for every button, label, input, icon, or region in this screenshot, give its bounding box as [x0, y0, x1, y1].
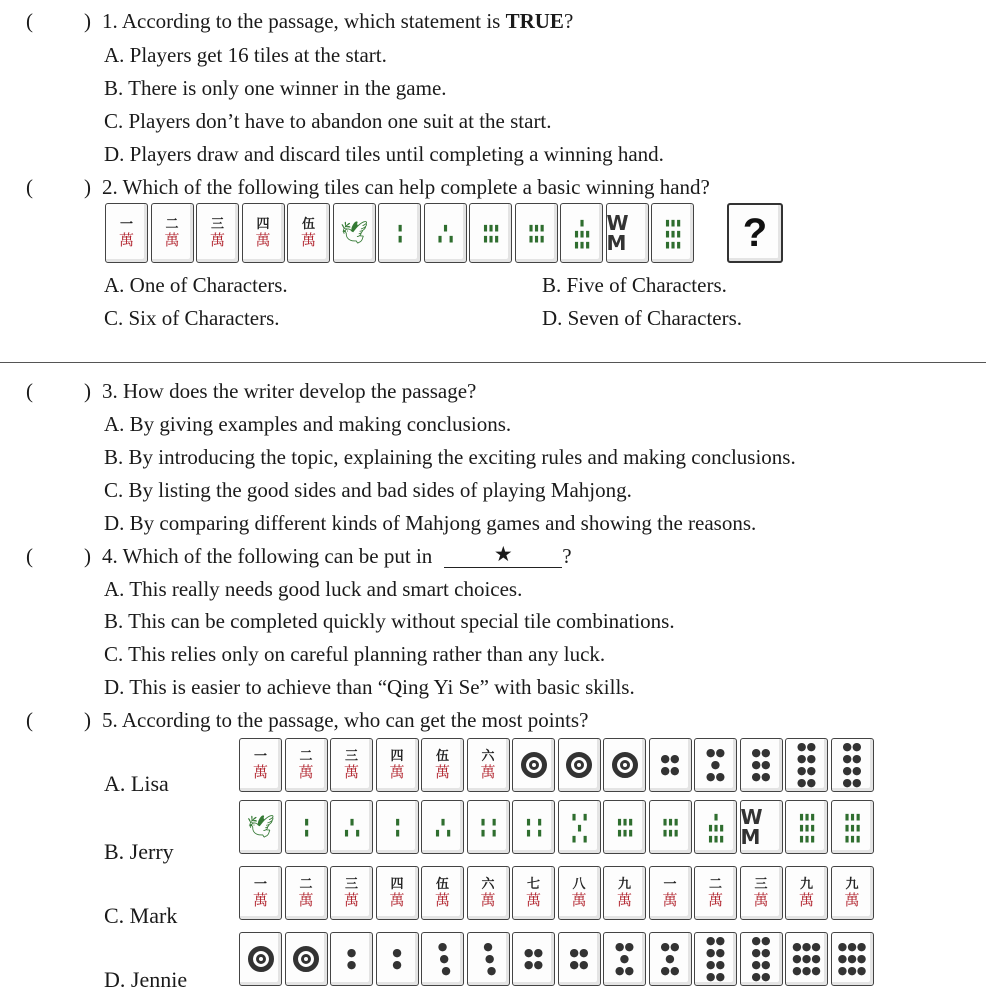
mahjong-tile — [285, 738, 328, 792]
mahjong-tile — [558, 866, 601, 920]
mahjong-tile — [285, 866, 328, 920]
mahjong-tile — [740, 800, 783, 854]
tile-wan-glyph: 萬 — [164, 231, 180, 249]
mahjong-tile — [330, 866, 373, 920]
tile-number-glyph: 二 — [299, 877, 313, 892]
mahjong-tile — [831, 866, 874, 920]
mahjong-tile — [242, 203, 285, 263]
q4-option-a[interactable]: A. This really needs good luck and smart choices. — [104, 577, 523, 601]
question-4-stem: 4. Which of the following can be put in ★ ? — [102, 542, 572, 568]
tile-number-glyph: 伍 — [301, 217, 315, 232]
tile-wan-glyph: 萬 — [118, 231, 134, 249]
dot-pattern-icon: ●● ●● ●● ●● — [796, 740, 817, 789]
tile-number-glyph: 四 — [390, 749, 404, 764]
bamboo-sticks-icon: ▮ ▮ ▮ — [343, 815, 360, 839]
bamboo-sticks-icon: ▮▮▮ ▮▮▮ ▮▮▮ — [798, 809, 815, 845]
bamboo-sticks-icon: ▮ ▮ ▮ — [434, 815, 451, 839]
answer-paren-open-q1: ( — [26, 9, 33, 33]
mahjong-tile — [467, 932, 510, 986]
answer-blank[interactable]: ★ — [444, 541, 562, 568]
mahjong-tile — [512, 800, 555, 854]
mahjong-tile — [694, 866, 737, 920]
tile-wan-glyph: 萬 — [480, 763, 496, 781]
tile-number-glyph: 三 — [344, 877, 358, 892]
mahjong-tile — [376, 932, 419, 986]
bamboo-sticks-icon: ▮▮▮ ▮▮▮ — [527, 221, 545, 245]
tile-number-glyph: 二 — [165, 217, 179, 232]
q1-option-c[interactable]: C. Players don’t have to abandon one suit at the start. — [104, 109, 552, 133]
tile-number-glyph: 三 — [344, 749, 358, 764]
bird-icon: 🕊 — [340, 220, 368, 246]
dot-pattern-icon: ● ● ● — [483, 940, 497, 977]
q1-option-a[interactable]: A. Players get 16 tiles at the start. — [104, 43, 387, 67]
mahjong-tile — [694, 800, 737, 854]
mahjong-tile — [694, 738, 737, 792]
mahjong-tile — [421, 800, 464, 854]
bamboo-sticks-icon: ▮ ▮ — [396, 221, 403, 245]
bamboo-sticks-icon: ▮ ▮ — [394, 815, 400, 839]
tile-wan-glyph: 萬 — [707, 891, 723, 909]
bamboo-sticks-icon: ▮ ▮ ▮ ▮ ▮ — [570, 809, 588, 845]
mahjong-tile — [649, 738, 692, 792]
mahjong-tile — [785, 932, 828, 986]
question-3-stem: 3. How does the writer develop the passage? — [102, 379, 477, 403]
dot-pattern-icon: ● ● — [346, 946, 357, 971]
bamboo-sticks-icon: ▮▮▮ ▮▮▮ — [482, 221, 499, 245]
tile-number-glyph: 一 — [253, 877, 267, 892]
mahjong-tile — [239, 738, 282, 792]
tile-wan-glyph: 萬 — [209, 231, 225, 249]
tile-number-glyph: 六 — [481, 877, 495, 892]
mahjong-tile — [831, 800, 874, 854]
answer-paren-close-q1: ) — [84, 9, 91, 33]
mahjong-tile — [694, 932, 737, 986]
tile-number-glyph: 四 — [390, 877, 404, 892]
question-mark-icon: ? — [742, 210, 768, 255]
answer-paren-close-q3: ) — [84, 379, 91, 403]
mahjong-tile — [512, 866, 555, 920]
tile-wan-glyph: 萬 — [798, 891, 814, 909]
mahjong-tile — [287, 203, 330, 263]
mystery-tile — [727, 203, 783, 263]
tile-wan-glyph: 萬 — [252, 763, 268, 781]
mahjong-tile — [831, 738, 874, 792]
dot-pattern-icon: ●● ● ●● — [614, 940, 635, 977]
mahjong-tile — [558, 932, 601, 986]
mahjong-tile — [105, 203, 148, 263]
answer-paren-open-q5: ( — [26, 708, 33, 732]
mahjong-tile — [740, 738, 783, 792]
bamboo-sticks-icon: ▮▮▮ ▮▮▮ — [661, 815, 679, 839]
mahjong-tile — [606, 203, 649, 263]
dot-pattern-icon: ●● ●● — [660, 752, 680, 777]
one-circle-icon — [521, 752, 547, 778]
tile-wan-glyph: 萬 — [525, 891, 541, 909]
mahjong-tile — [285, 800, 328, 854]
one-circle-icon — [293, 946, 319, 972]
bamboo-sticks-icon: ▮ ▮ ▮ ▮ — [525, 815, 542, 839]
mahjong-tile — [333, 203, 376, 263]
tile-wan-glyph: 萬 — [389, 763, 405, 781]
mahjong-tile — [330, 932, 373, 986]
dot-pattern-icon: ● ● ● — [437, 940, 451, 977]
bamboo-sticks-icon: ▮▮▮ ▮▮▮ ▮▮▮ — [664, 215, 681, 251]
q5-option-d[interactable]: D. Jennie — [104, 967, 188, 992]
answer-paren-open-q4: ( — [26, 544, 33, 568]
tile-number-glyph: 八 — [572, 877, 586, 892]
mahjong-tile — [603, 800, 646, 854]
tile-wan-glyph: 萬 — [298, 763, 314, 781]
mahjong-tile — [239, 866, 282, 920]
bird-icon: 🕊 — [246, 814, 275, 840]
section-divider — [0, 362, 986, 363]
mahjong-tile — [560, 203, 603, 263]
q4-option-b[interactable]: B. This can be completed quickly without special tile combinations. — [104, 609, 675, 633]
tile-number-glyph: 二 — [299, 749, 313, 764]
bamboo-sticks-icon: ▮ ▮ ▮ — [436, 221, 454, 245]
bamboo-sticks-icon: ▮ ▮ ▮ ▮ — [479, 815, 497, 839]
tile-wan-glyph: 萬 — [434, 891, 450, 909]
dot-pattern-icon: ●● ●● — [523, 946, 544, 971]
tile-number-glyph: 三 — [210, 217, 224, 232]
mahjong-tile — [740, 932, 783, 986]
one-circle-icon — [566, 752, 592, 778]
dot-pattern-icon: ●● ●● ●● ●● — [705, 934, 726, 983]
mahjong-tile — [785, 738, 828, 792]
tile-number-glyph: 伍 — [435, 877, 449, 892]
mahjong-tile — [285, 932, 328, 986]
tile-wan-glyph: 萬 — [389, 891, 405, 909]
dot-pattern-icon: ●● ● ●● — [705, 746, 726, 783]
mahjong-tile — [649, 800, 692, 854]
question-2-stem: 2. Which of the following tiles can help complete a basic winning hand? — [102, 175, 710, 199]
bamboo-sticks-icon: ▮▮▮ ▮▮▮ — [616, 815, 633, 839]
q4-option-c[interactable]: C. This relies only on careful planning rather than any luck. — [104, 642, 606, 666]
tile-number-glyph: 一 — [253, 749, 267, 764]
mahjong-tile — [603, 738, 646, 792]
dot-pattern-icon: ●● ●● — [569, 946, 589, 971]
wind-glyph-icon: W M — [740, 805, 763, 849]
q2-option-a[interactable]: A. One of Characters. — [104, 273, 288, 297]
mahjong-tile — [649, 932, 692, 986]
mahjong-tile — [151, 203, 194, 263]
tile-wan-glyph: 萬 — [571, 891, 587, 909]
tile-number-glyph: 三 — [754, 877, 768, 892]
dot-pattern-icon: ● ● — [392, 946, 402, 971]
answer-paren-open-q2: ( — [26, 175, 33, 199]
q3-option-a[interactable]: A. By giving examples and making conclusions. — [104, 412, 512, 436]
mahjong-tile — [558, 738, 601, 792]
mahjong-tile — [512, 932, 555, 986]
dot-pattern-icon: ●● ●● ●● ●● — [842, 740, 862, 789]
wind-glyph-icon: W M — [606, 211, 629, 255]
q5-option-a[interactable]: A. Lisa — [104, 771, 169, 796]
mahjong-tile — [785, 800, 828, 854]
q2-option-d[interactable]: D. Seven of Characters. — [542, 306, 743, 330]
tile-wan-glyph: 萬 — [298, 891, 314, 909]
mahjong-tile — [421, 866, 464, 920]
mahjong-tile — [469, 203, 512, 263]
mahjong-tile — [421, 738, 464, 792]
q1-option-b[interactable]: B. There is only one winner in the game. — [104, 76, 447, 100]
mahjong-tile — [651, 203, 694, 263]
dot-pattern-icon: ●● ●● ●● — [751, 746, 771, 783]
mahjong-tile — [330, 800, 373, 854]
mahjong-tile — [376, 866, 419, 920]
q3-option-d[interactable]: D. By comparing different kinds of Mahjong games and showing the reasons. — [104, 511, 757, 535]
question-5-stem: 5. According to the passage, who can get the most points? — [102, 708, 589, 732]
q1-option-d[interactable]: D. Players draw and discard tiles until completing a winning hand. — [104, 142, 664, 166]
mahjong-tile — [376, 800, 419, 854]
tile-wan-glyph: 萬 — [255, 231, 271, 249]
dot-pattern-icon: ●●● ●●● ●●● — [792, 940, 821, 977]
mahjong-tile — [378, 203, 421, 263]
mahjong-tile — [603, 866, 646, 920]
mahjong-tile — [467, 800, 510, 854]
mahjong-tile — [740, 866, 783, 920]
tile-wan-glyph: 萬 — [480, 891, 496, 909]
mahjong-tile — [421, 932, 464, 986]
dot-pattern-icon: ●● ●● ●● ●● — [751, 934, 771, 983]
tile-wan-glyph: 萬 — [662, 891, 678, 909]
mahjong-tile — [831, 932, 874, 986]
q3-option-b[interactable]: B. By introducing the topic, explaining the exciting rules and making conclusions. — [104, 445, 796, 469]
mahjong-tile — [785, 866, 828, 920]
question-1-stem: 1. According to the passage, which statement is TRUE? — [102, 9, 574, 33]
tile-wan-glyph: 萬 — [434, 763, 450, 781]
q5-option-c[interactable]: C. Mark — [104, 903, 178, 928]
answer-paren-close-q2: ) — [84, 175, 91, 199]
mahjong-tile — [467, 738, 510, 792]
mahjong-tile — [330, 738, 373, 792]
dot-pattern-icon: ●●● ●●● ●●● — [837, 940, 867, 977]
tile-wan-glyph: 萬 — [252, 891, 268, 909]
dot-pattern-icon: ●● ● ●● — [660, 940, 680, 977]
bamboo-sticks-icon: ▮ ▮ — [303, 815, 309, 839]
mahjong-tile — [376, 738, 419, 792]
one-circle-icon — [248, 946, 274, 972]
tile-number-glyph: 九 — [617, 877, 631, 892]
q5-option-b[interactable]: B. Jerry — [104, 839, 174, 864]
tile-number-glyph: 一 — [663, 877, 677, 892]
mahjong-tile — [196, 203, 239, 263]
tile-number-glyph: 一 — [119, 217, 133, 232]
tile-wan-glyph: 萬 — [844, 891, 860, 909]
tile-wan-glyph: 萬 — [343, 891, 359, 909]
mahjong-tile — [603, 932, 646, 986]
mahjong-tile — [515, 203, 558, 263]
tile-number-glyph: 伍 — [435, 749, 449, 764]
tile-wan-glyph: 萬 — [753, 891, 769, 909]
mahjong-tile — [467, 866, 510, 920]
answer-paren-open-q3: ( — [26, 379, 33, 403]
tile-number-glyph: 四 — [256, 217, 270, 232]
bamboo-sticks-icon: ▮▮▮ ▮▮▮ ▮▮▮ — [843, 809, 861, 845]
tile-wan-glyph: 萬 — [616, 891, 632, 909]
tile-number-glyph: 九 — [799, 877, 813, 892]
tile-wan-glyph: 萬 — [300, 231, 316, 249]
answer-paren-close-q4: ) — [84, 544, 91, 568]
mahjong-tile — [558, 800, 601, 854]
tile-number-glyph: 六 — [481, 749, 495, 764]
q3-option-c[interactable]: C. By listing the good sides and bad sides of playing Mahjong. — [104, 478, 632, 502]
q4-option-d[interactable]: D. This is easier to achieve than “Qing Yi Se” with basic skills. — [104, 675, 635, 699]
tile-number-glyph: 九 — [845, 877, 859, 892]
q2-option-b[interactable]: B. Five of Characters. — [542, 273, 727, 297]
mahjong-tile — [239, 932, 282, 986]
mahjong-tile — [424, 203, 467, 263]
tile-wan-glyph: 萬 — [343, 763, 359, 781]
bamboo-sticks-icon: ▮ ▮▮▮ ▮▮▮ — [573, 215, 590, 251]
mahjong-tile — [239, 800, 282, 854]
one-circle-icon — [612, 752, 638, 778]
answer-paren-close-q5: ) — [84, 708, 91, 732]
tile-number-glyph: 七 — [526, 877, 540, 892]
tile-number-glyph: 二 — [708, 877, 722, 892]
bamboo-sticks-icon: ▮ ▮▮▮ ▮▮▮ — [707, 809, 724, 845]
q2-option-c[interactable]: C. Six of Characters. — [104, 306, 280, 330]
mahjong-tile — [649, 866, 692, 920]
mahjong-tile — [512, 738, 555, 792]
